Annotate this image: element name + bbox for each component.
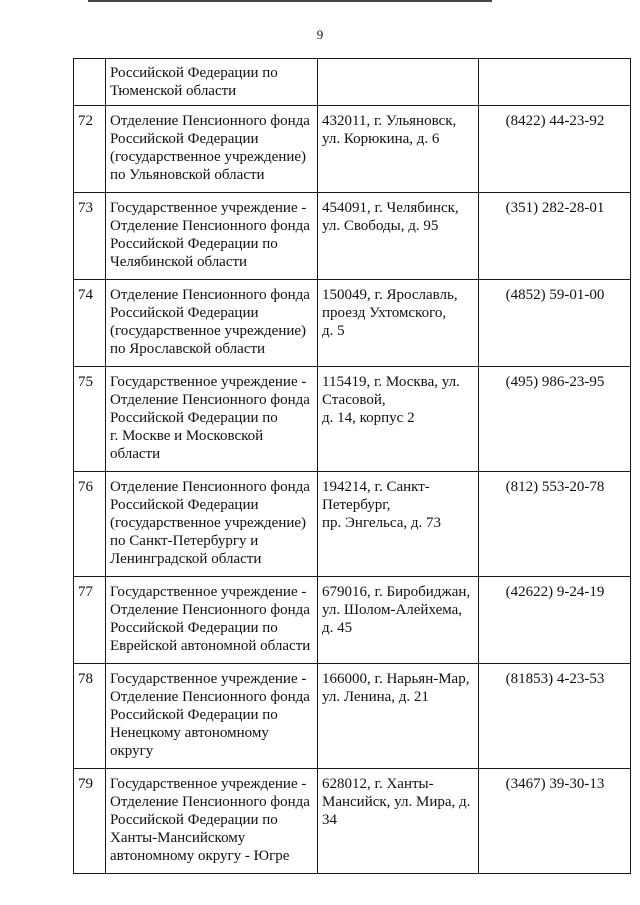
address-cell — [318, 769, 479, 874]
name-line: Государственное учреждение - — [110, 776, 307, 792]
address-line: Мансийск, ул. Мира, д. — [322, 794, 471, 810]
organization-name-cell — [106, 664, 318, 769]
address-line: 194214, г. Санкт- — [322, 479, 430, 495]
name-line: Государственное учреждение - — [110, 374, 307, 390]
table-row — [74, 106, 631, 193]
name-line: (государственное учреждение) — [110, 323, 307, 339]
name-line: Российской Федерации — [110, 305, 259, 321]
name-line: Ленинградской области — [110, 551, 262, 567]
address-line: 166000, г. Нарьян-Мар, — [322, 671, 470, 687]
name-line: Ханты-Мансийскому — [110, 830, 246, 846]
table-row — [74, 367, 631, 472]
pension-fund-offices-table — [73, 58, 631, 874]
row-number-cell: 72 — [74, 106, 106, 193]
address-cell — [318, 367, 479, 472]
row-number-cell: 73 — [74, 193, 106, 280]
organization-name-cell — [106, 472, 318, 577]
name-line: Отделение Пенсионного фонда — [110, 113, 310, 129]
row-number-cell: 78 — [74, 664, 106, 769]
name-line: Российской Федерации по — [110, 812, 278, 828]
address-line: ул. Корюкина, д. 6 — [322, 131, 440, 147]
address-line: д. 14, корпус 2 — [322, 410, 415, 426]
phone-cell: (3467) 39-30-13 — [479, 769, 631, 874]
address-line: проезд Ухтомского, — [322, 305, 447, 321]
organization-name-cell — [106, 106, 318, 193]
name-line: Российской Федерации — [110, 497, 259, 513]
page-number: 9 — [316, 27, 324, 42]
address-line: ул. Свободы, д. 95 — [322, 218, 439, 234]
row-number-cell: 79 — [74, 769, 106, 874]
name-line: Российской Федерации — [110, 131, 259, 147]
address-line: 34 — [322, 812, 337, 828]
organization-name-cell — [106, 769, 318, 874]
address-cell — [318, 472, 479, 577]
name-line: области — [110, 446, 161, 462]
name-line: Еврейской автономной области — [110, 638, 311, 654]
address-cell — [318, 106, 479, 193]
name-line: Российской Федерации по — [110, 236, 278, 252]
address-line: ул. Шолом-Алейхема, — [322, 602, 463, 618]
address-line: 628012, г. Ханты- — [322, 776, 434, 792]
top-border-line — [88, 0, 492, 2]
table-row — [74, 664, 631, 769]
address-line: д. 5 — [322, 323, 345, 339]
address-line: 150049, г. Ярославль, — [322, 287, 458, 303]
phone-cell: (81853) 4-23-53 — [479, 664, 631, 769]
table-row — [74, 769, 631, 874]
address-line: пр. Энгельса, д. 73 — [322, 515, 442, 531]
row-number-cell: 74 — [74, 280, 106, 367]
organization-name-cell — [106, 577, 318, 664]
name-line: округу — [110, 743, 154, 759]
table-row — [74, 577, 631, 664]
name-line: Отделение Пенсионного фонда — [110, 218, 310, 234]
name-line: г. Москве и Московской — [110, 428, 264, 444]
address-line: 115419, г. Москва, ул. — [322, 374, 460, 390]
name-line: по Ярославской области — [110, 341, 266, 357]
phone-cell: (812) 553-20-78 — [479, 472, 631, 577]
phone-cell — [479, 59, 631, 106]
name-line: Государственное учреждение - — [110, 200, 307, 216]
name-line: Российской Федерации по — [110, 410, 278, 426]
organization-name-cell — [106, 59, 318, 106]
row-number-cell — [74, 59, 106, 106]
name-line: Тюменской области — [110, 83, 237, 99]
name-line: Российской Федерации по — [110, 707, 278, 723]
name-line: (государственное учреждение) — [110, 149, 307, 165]
row-number-cell: 75 — [74, 367, 106, 472]
organization-name-cell — [106, 280, 318, 367]
address-cell — [318, 577, 479, 664]
address-line: ул. Ленина, д. 21 — [322, 689, 429, 705]
name-line: (государственное учреждение) — [110, 515, 307, 531]
address-cell — [318, 664, 479, 769]
phone-cell: (8422) 44-23-92 — [479, 106, 631, 193]
name-line: автономному округу - Югре — [110, 848, 290, 864]
organization-name-cell — [106, 367, 318, 472]
table-row — [74, 472, 631, 577]
address-line: 454091, г. Челябинск, — [322, 200, 459, 216]
name-line: Ненецкому автономному — [110, 725, 269, 741]
address-line: д. 45 — [322, 620, 353, 636]
table-row-continuation — [74, 59, 631, 106]
table-row — [74, 280, 631, 367]
row-number-cell: 76 — [74, 472, 106, 577]
name-line: Отделение Пенсионного фонда — [110, 794, 310, 810]
table-row — [74, 193, 631, 280]
organization-name-cell — [106, 193, 318, 280]
address-cell — [318, 193, 479, 280]
name-line: Государственное учреждение - — [110, 671, 307, 687]
name-line: Отделение Пенсионного фонда — [110, 602, 310, 618]
name-line: Отделение Пенсионного фонда — [110, 392, 310, 408]
table-body — [74, 59, 631, 874]
name-line: по Ульяновской области — [110, 167, 265, 183]
name-line: Челябинской области — [110, 254, 248, 270]
name-line: Отделение Пенсионного фонда — [110, 479, 310, 495]
phone-cell: (4852) 59-01-00 — [479, 280, 631, 367]
name-line: Отделение Пенсионного фонда — [110, 287, 310, 303]
name-line: Российской Федерации по — [110, 65, 278, 81]
name-line: по Санкт-Петербургу и — [110, 533, 259, 549]
address-line: 679016, г. Биробиджан, — [322, 584, 471, 600]
phone-cell: (42622) 9-24-19 — [479, 577, 631, 664]
address-cell — [318, 59, 479, 106]
phone-cell: (351) 282-28-01 — [479, 193, 631, 280]
address-line: Петербург, — [322, 497, 391, 513]
row-number-cell: 77 — [74, 577, 106, 664]
phone-cell: (495) 986-23-95 — [479, 367, 631, 472]
name-line: Российской Федерации по — [110, 620, 278, 636]
name-line: Государственное учреждение - — [110, 584, 307, 600]
address-line: 432011, г. Ульяновск, — [322, 113, 457, 129]
address-line: Стасовой, — [322, 392, 386, 408]
address-cell — [318, 280, 479, 367]
name-line: Отделение Пенсионного фонда — [110, 689, 310, 705]
